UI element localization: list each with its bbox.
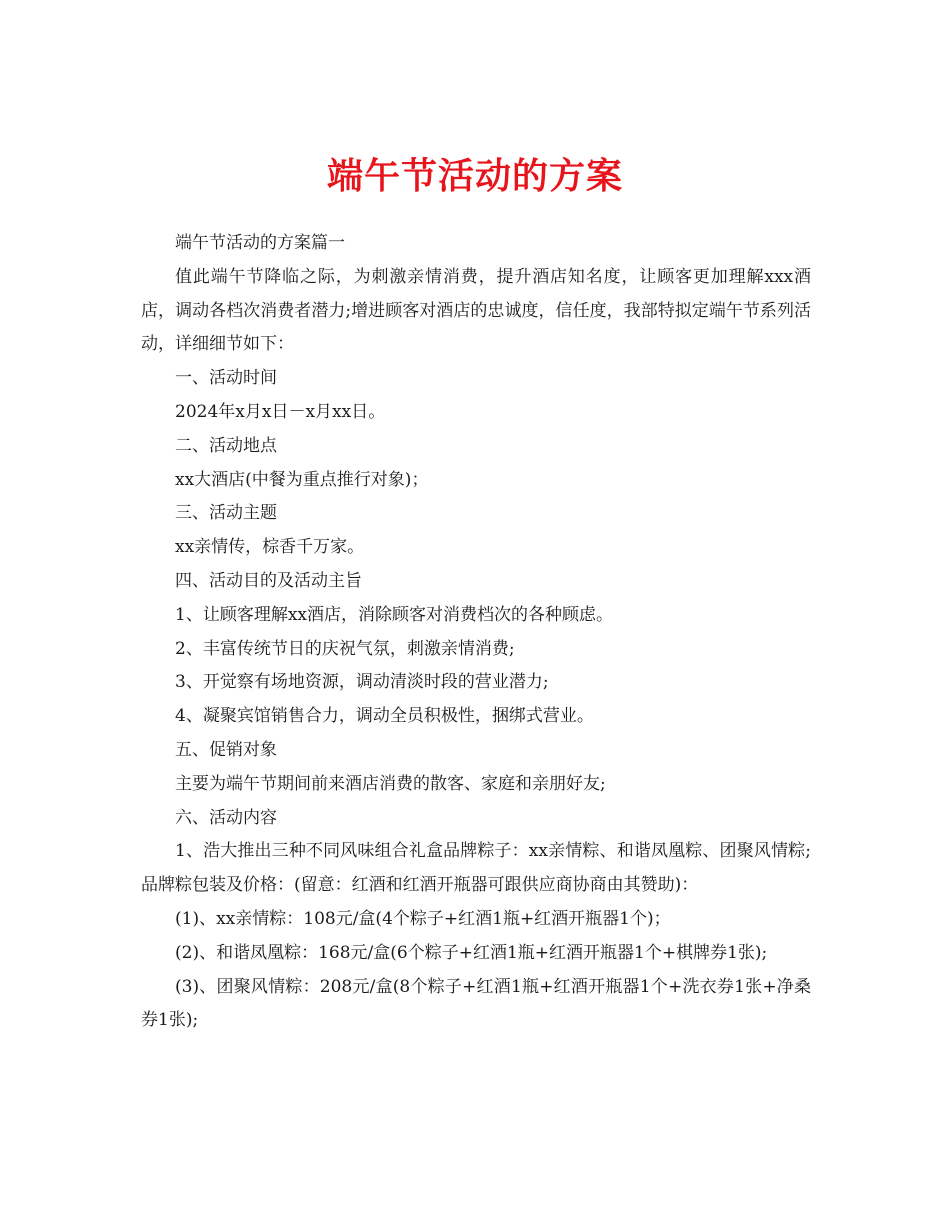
heading-activity-purpose: 四、活动目的及活动主旨 bbox=[175, 570, 362, 591]
heading-activity-time: 一、活动时间 bbox=[175, 368, 277, 389]
content-item-1: 1、浩大推出三种不同风味组合礼盒品牌粽子：xx亲情粽、和谐凤凰粽、团聚风情粽;品牌粽包装及价格：(留意：红酒和红酒开瓶器可跟供应商协商由其赞助)： bbox=[141, 841, 811, 896]
activity-theme-text: xx亲情传，棕香千万家。 bbox=[175, 537, 365, 558]
purpose-item-2: 2、丰富传统节日的庆祝气氛，刺激亲情消费; bbox=[175, 638, 515, 659]
heading-activity-theme: 三、活动主题 bbox=[175, 503, 277, 524]
heading-activity-content: 六、活动内容 bbox=[175, 807, 277, 828]
purpose-item-3: 3、开觉察有场地资源，调动清淡时段的营业潜力; bbox=[175, 672, 549, 693]
heading-activity-location: 二、活动地点 bbox=[175, 435, 277, 456]
document-title: 端午节活动的方案 bbox=[326, 155, 623, 198]
package-item-1: (1)、xx亲情粽：108元/盒(4个粽子+红酒1瓶+红酒开瓶器1个)； bbox=[175, 908, 671, 929]
activity-time-text: 2024年x月x日－x月xx日。 bbox=[175, 401, 386, 422]
document-body bbox=[141, 227, 811, 1038]
heading-promotion-target: 五、促销对象 bbox=[175, 739, 277, 760]
promotion-target-text: 主要为端午节期间前来酒店消费的散客、家庭和亲朋好友; bbox=[175, 773, 606, 794]
activity-location-text: xx大酒店(中餐为重点推行对象)； bbox=[175, 469, 429, 490]
purpose-item-1: 1、让顾客理解xx酒店，消除顾客对消费档次的各种顾虑。 bbox=[175, 604, 613, 625]
package-item-2: (2)、和谐凤凰粽：168元/盒(6个粽子+红酒1瓶+红酒开瓶器1个+棋牌券1张); bbox=[175, 942, 768, 963]
package-item-3: (3)、团聚风情粽：208元/盒(8个粽子+红酒1瓶+红酒开瓶器1个+洗衣券1张+净桑券1张); bbox=[141, 976, 811, 1031]
purpose-item-4: 4、凝聚宾馆销售合力，调动全员积极性，捆绑式营业。 bbox=[175, 706, 594, 727]
intro-paragraph: 值此端午节降临之际，为刺激亲情消费，提升酒店知名度，让顾客更加理解xxx酒店，调动各档次消费者潜力;增进顾客对酒店的忠诚度，信任度，我部特拟定端午节系列活动，详细细节如下： bbox=[141, 266, 811, 355]
section-heading: 端午节活动的方案篇一 bbox=[175, 233, 345, 253]
